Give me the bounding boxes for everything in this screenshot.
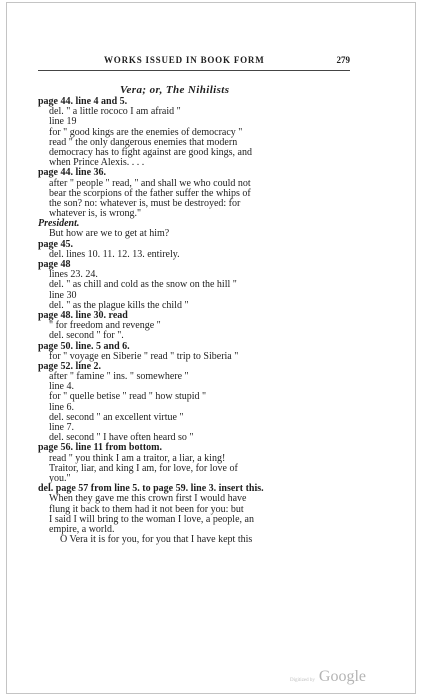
- text-line: del. " as the plague kills the child ": [49, 299, 189, 311]
- text-line: page 44. line 4 and 5.: [38, 96, 128, 107]
- text-line: the son? no: whatever is, must be destroyed: for: [49, 197, 241, 209]
- text-line: after " famine " ins. " somewhere ": [49, 371, 189, 383]
- text-line: When they gave me this crown first I would have: [49, 493, 247, 505]
- section-title: Vera; or, The Nihilists: [120, 84, 230, 96]
- body-text: [38, 97, 354, 545]
- running-header-title: WORKS ISSUED IN BOOK FORM: [104, 55, 265, 65]
- text-line: del. second " I have often heard so ": [49, 432, 194, 444]
- text-line: I said I will bring to the woman I love, a people, an: [49, 513, 254, 525]
- text-line: page 44. line 36.: [38, 167, 107, 179]
- text-line: O Vera it is for you, for you that I have kept this: [60, 534, 253, 546]
- text-line: Traitor, liar, and king I am, for love, for love of: [49, 462, 238, 474]
- text-line: But how are we to get at him?: [49, 228, 170, 240]
- text-line: democracy has to fight against are good kings, and: [49, 146, 252, 158]
- text-line: lines 23. 24.: [49, 269, 98, 281]
- text-line: line 6.: [49, 401, 74, 413]
- text-line: President.: [38, 218, 80, 230]
- text-line: after " people " read, " and shall we who could not: [49, 177, 251, 189]
- text-line: whatever is, is wrong.": [49, 208, 142, 220]
- text-line: del. " a little rococo I am afraid ": [49, 106, 181, 118]
- text-line: line 30: [49, 289, 77, 301]
- text-line: empire, a world.: [49, 523, 115, 535]
- text-line: you.": [49, 472, 71, 484]
- text-line: del. lines 10. 11. 12. 13. entirely.: [49, 248, 180, 260]
- text-line: page 48. line 30. read: [38, 309, 128, 321]
- header-rule: [38, 70, 350, 71]
- text-line: bear the scorpions of the father suffer the whips of: [49, 187, 251, 199]
- text-line: for " good kings are the enemies of democracy ": [49, 126, 243, 138]
- text-line: page 52. line 2.: [38, 360, 102, 372]
- watermark-prefix: Digitized by: [290, 678, 315, 683]
- text-line: del. second " an excellent virtue ": [49, 411, 184, 423]
- text-line: line 19: [49, 116, 77, 128]
- text-line: for " quelle betise " read " how stupid ": [49, 391, 207, 403]
- text-line: flung it back to them had it not been for you: but: [49, 503, 244, 515]
- text-line: del. " as chill and cold as the snow on the hill ": [49, 279, 237, 291]
- google-watermark: [290, 668, 366, 686]
- text-line: line 4.: [49, 381, 74, 393]
- text-line: del. second " for ".: [49, 330, 124, 342]
- text-line: " for freedom and revenge ": [49, 320, 161, 332]
- text-line: for " voyage en Siberie " read " trip to Siberia ": [49, 350, 239, 362]
- text-line: line 7.: [49, 422, 74, 433]
- text-line: page 48: [38, 259, 71, 270]
- text-line: when Prince Alexis. . . .: [49, 157, 145, 169]
- page-number: 279: [336, 55, 350, 65]
- text-line: page 50. line. 5 and 6.: [38, 340, 130, 352]
- text-line: read " you think I am a traitor, a liar, a king!: [49, 452, 226, 464]
- text-line: read " the only dangerous enemies that modern: [49, 136, 238, 148]
- text-line: page 56. line 11 from bottom.: [38, 442, 162, 454]
- watermark-brand: Google: [318, 668, 366, 685]
- text-line: del. page 57 from line 5. to page 59. line 3. insert this.: [38, 483, 264, 495]
- text-line: page 45.: [38, 238, 73, 250]
